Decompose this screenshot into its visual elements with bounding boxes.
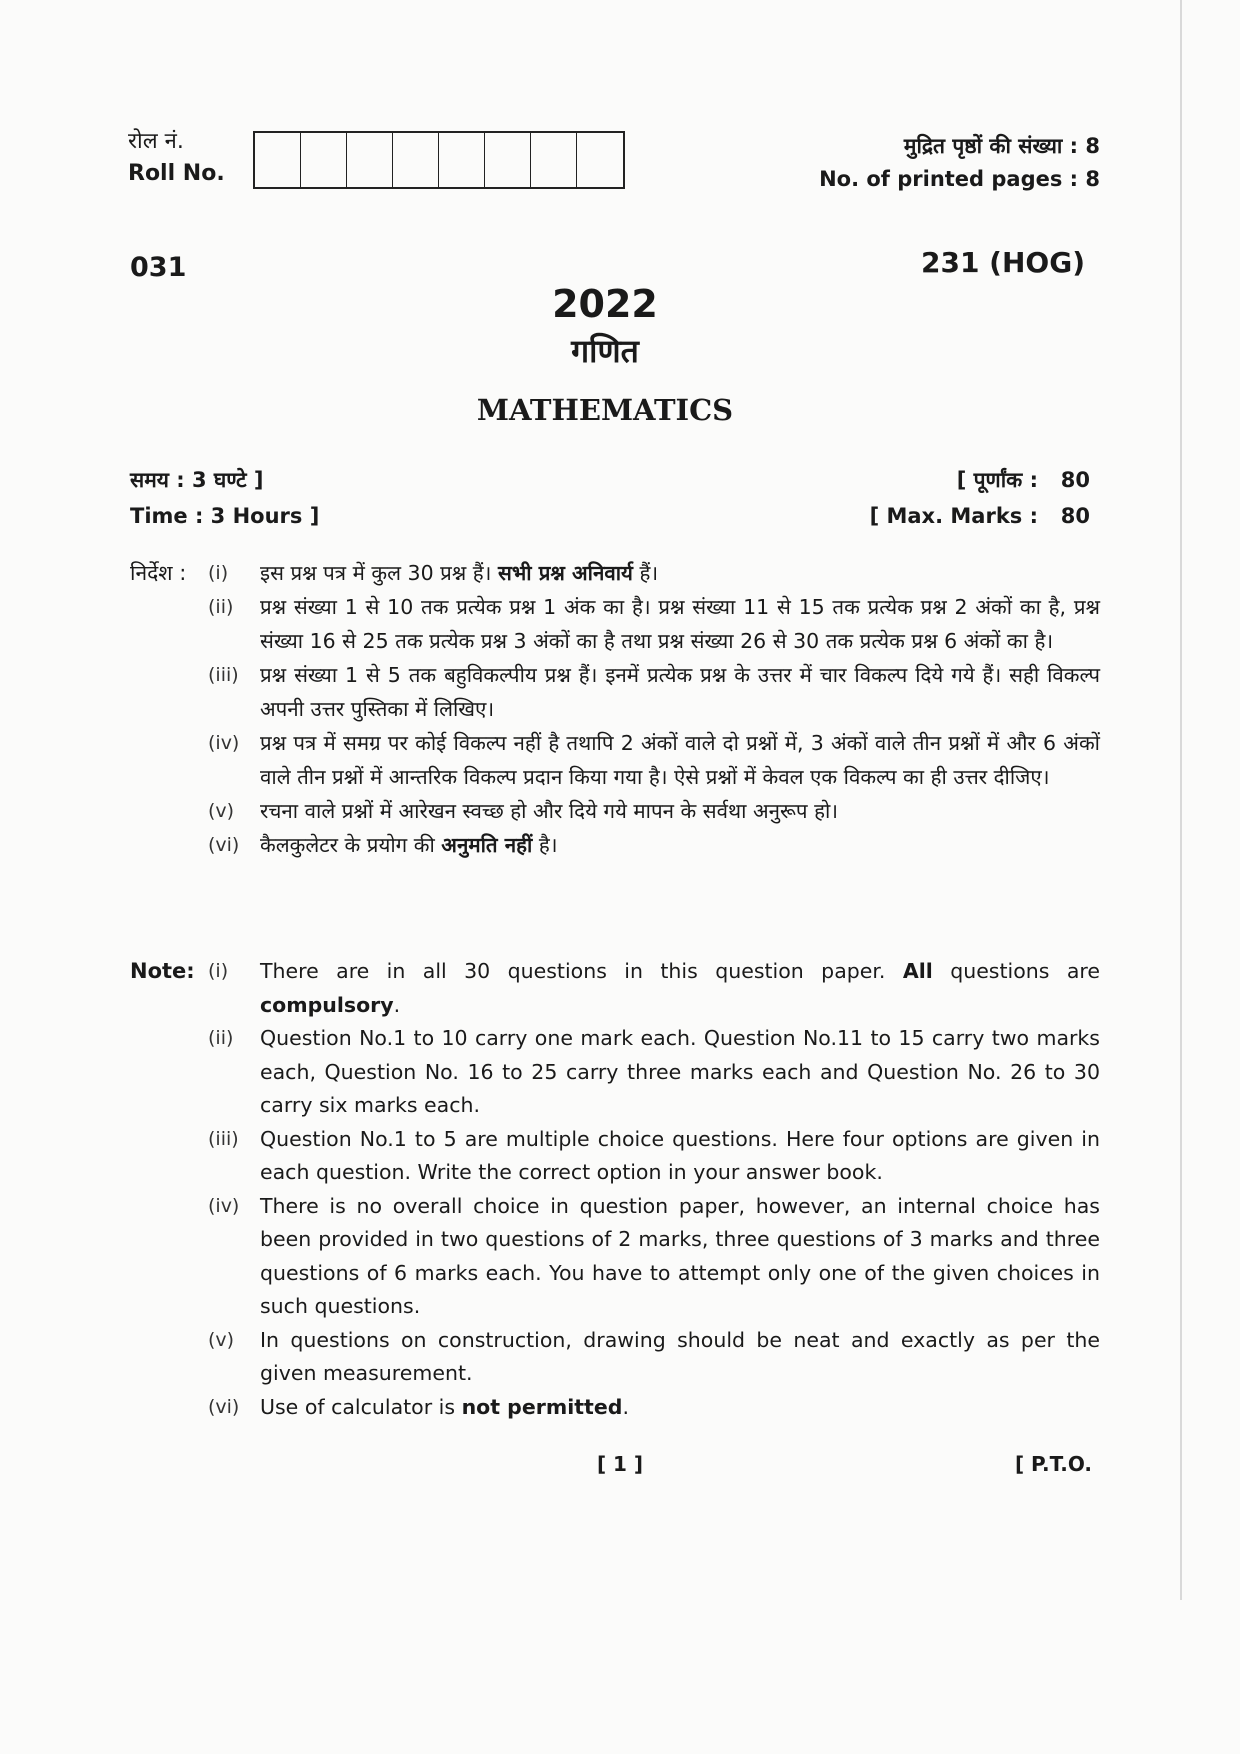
please-turn-over: [ P.T.O. <box>1014 1452 1092 1476</box>
roll-number-box[interactable] <box>485 133 531 187</box>
roll-number-box[interactable] <box>255 133 301 187</box>
instruction-text-part: प्रश्न संख्या 1 से 10 तक प्रत्येक प्रश्न 1 अंक का है। प्रश्न संख्या 11 से 15 तक प्रत्येक प्रश्न 2 अंकों का है, प्रश्न संख्या 16 से 25 तक प्रत्येक प्रश्न 3 अंकों का है तथा प्रश्न संख्या 26 से 30 तक प्रत्येक प्रश्न 6 अंकों का है। <box>260 595 1100 653</box>
en-instruction-text <box>260 955 1100 1022</box>
hi-instruction-lead <box>130 590 208 658</box>
en-instruction-text <box>260 1391 1100 1425</box>
hi-instruction-text <box>260 658 1100 726</box>
roll-number-box[interactable] <box>393 133 439 187</box>
instruction-text-part: questions are <box>932 959 1100 983</box>
en-instruction-number: (i) <box>208 960 229 982</box>
page-number: [ 1 ] <box>596 1452 644 1476</box>
printed-pages-info <box>819 130 1100 196</box>
instruction-text-bold: not permitted <box>461 1394 623 1419</box>
en-instruction-lead: Note: <box>130 959 195 983</box>
time-english: Time : 3 Hours ] <box>130 504 320 528</box>
en-instruction-number: (iii) <box>208 1127 239 1150</box>
en-instruction-item <box>130 1123 1100 1190</box>
instruction-text-bold: सभी प्रश्न अनिवार्य <box>497 561 633 585</box>
en-instruction-lead <box>130 1190 208 1324</box>
instruction-text-bold: अनुमति नहीं <box>441 833 533 857</box>
hi-instruction-lead <box>130 658 208 726</box>
en-instruction-text <box>260 1022 1100 1123</box>
roll-number-label <box>128 126 225 190</box>
printed-pages-english: No. of printed pages : 8 <box>819 167 1100 191</box>
instruction-text-part: . <box>622 1394 629 1419</box>
hi-instruction-number: (i) <box>208 562 229 584</box>
instructions-english <box>130 955 1100 1424</box>
roll-number-boxes[interactable] <box>253 131 625 189</box>
instruction-text-bold: compulsory <box>260 992 394 1017</box>
en-instruction-text <box>260 1190 1100 1324</box>
hi-instruction-number: (vi) <box>208 834 240 856</box>
roll-label-english: Roll No. <box>128 161 225 186</box>
hi-instruction-item <box>130 590 1100 658</box>
hi-instruction-item <box>130 794 1100 828</box>
subject-title-hindi: गणित <box>571 332 639 370</box>
en-instruction-lead <box>130 1022 208 1123</box>
hi-instruction-number: (v) <box>208 800 235 822</box>
roll-number-box[interactable] <box>531 133 577 187</box>
hi-instruction-text <box>260 828 1100 862</box>
instruction-text-part: There is no overall choice in question paper, however, an internal choice has been provided in two questions of 2 marks, three questions of 3 marks and three questions of 6 marks each. You have to attempt only one of the given choices in such questions. <box>260 1193 1100 1318</box>
hi-instruction-number: (ii) <box>208 596 234 618</box>
hi-instruction-text <box>260 590 1100 658</box>
hi-instruction-text <box>260 556 1100 590</box>
instruction-text-part: In questions on construction, drawing should be neat and exactly as per the given measurement. <box>260 1327 1100 1385</box>
instruction-text-part: है। <box>532 833 558 857</box>
en-instruction-lead <box>130 1391 208 1425</box>
instruction-text-part: इस प्रश्न पत्र में कुल 30 प्रश्न हैं। <box>260 561 498 585</box>
en-instruction-number: (ii) <box>208 1027 234 1049</box>
printed-pages-hindi: मुद्रित पृष्ठों की संख्या : 8 <box>903 134 1100 158</box>
en-instruction-item <box>130 1391 1100 1425</box>
marks-english <box>870 498 1090 534</box>
instruction-text-part: कैलकुलेटर के प्रयोग की <box>260 833 442 857</box>
roll-label-hindi: रोल नं. <box>128 129 184 154</box>
en-instruction-number: (v) <box>208 1328 235 1351</box>
en-instruction-item <box>130 1190 1100 1324</box>
hi-instruction-text <box>260 726 1100 794</box>
hi-instruction-lead <box>130 794 208 828</box>
hi-instruction-item <box>130 556 1100 590</box>
roll-number-box[interactable] <box>301 133 347 187</box>
roll-number-box[interactable] <box>439 133 485 187</box>
title-block <box>0 282 1240 432</box>
roll-number-box[interactable] <box>347 133 393 187</box>
en-instruction-lead <box>130 1123 208 1190</box>
instruction-text-part: प्रश्न पत्र में समग्र पर कोई विकल्प नहीं है तथापि 2 अंकों वाले दो प्रश्नों में, 3 अंकों वाले तीन प्रश्नों में और 6 अंकों वाले तीन प्रश्नों में आन्तरिक विकल्प प्रदान किया गया है। ऐसे प्रश्नों में केवल एक विकल्प का ही उत्तर दीजिए। <box>260 731 1100 789</box>
instruction-text-part: रचना वाले प्रश्नों में आरेखन स्वच्छ हो और दिये गये मापन के सर्वथा अनुरूप हो। <box>260 799 839 823</box>
hi-instruction-lead <box>130 828 208 862</box>
marks-english-label: [ Max. Marks : <box>869 504 1038 528</box>
hi-instruction-number: (iv) <box>208 732 240 754</box>
en-instruction-number: (vi) <box>208 1395 240 1418</box>
en-instruction-lead <box>130 1324 208 1391</box>
roll-number-box[interactable] <box>577 133 623 187</box>
hi-instruction-number: (iii) <box>208 664 239 686</box>
instruction-text-part: Use of calculator is <box>260 1394 462 1419</box>
subject-title-english: MATHEMATICS <box>476 393 734 427</box>
hi-instruction-text <box>260 794 1100 828</box>
instructions-hindi <box>130 556 1100 862</box>
instruction-text-part: प्रश्न संख्या 1 से 5 तक बहुविकल्पीय प्रश्न हैं। इनमें प्रत्येक प्रश्न के उत्तर में चार विकल्प दिये गये हैं। सही विकल्प अपनी उत्तर पुस्तिका में लिखिए। <box>260 663 1100 721</box>
hi-instruction-item <box>130 726 1100 794</box>
en-instruction-item <box>130 955 1100 1022</box>
max-marks-info <box>870 462 1090 534</box>
en-instruction-item <box>130 1324 1100 1391</box>
time-info <box>130 462 319 534</box>
instruction-text-part: Question No.1 to 5 are multiple choice questions. Here four options are given in each question. Write the correct option in your answer book. <box>260 1126 1100 1184</box>
hi-instruction-item <box>130 828 1100 862</box>
hi-instruction-lead <box>130 726 208 794</box>
time-hindi: समय : 3 घण्टे ] <box>130 468 264 492</box>
marks-hindi-value: 80 <box>1060 468 1090 492</box>
scan-edge-line <box>1180 0 1182 1600</box>
hi-instruction-item <box>130 658 1100 726</box>
exam-year: 2022 <box>552 282 658 326</box>
instruction-text-part: There are in all 30 questions in this question paper. <box>260 959 903 983</box>
instruction-text-part: Question No.1 to 10 carry one mark each. Question No.11 to 15 carry two marks each, Question No. 16 to 25 carry three marks each and Question No. 26 to 30 carry six marks each. <box>260 1026 1100 1117</box>
hi-instruction-lead: निर्देश : <box>130 561 187 585</box>
en-instruction-item <box>130 1022 1100 1123</box>
en-instruction-text <box>260 1123 1100 1190</box>
marks-english-value: 80 <box>1060 504 1090 528</box>
en-instruction-text <box>260 1324 1100 1391</box>
paper-code-left: 031 <box>130 252 187 283</box>
instruction-text-part: . <box>393 992 401 1017</box>
en-instruction-number: (iv) <box>208 1194 240 1217</box>
instruction-text-bold: All <box>902 959 933 983</box>
paper-code-right: 231 (HOG) <box>920 246 1085 279</box>
marks-hindi <box>870 462 1090 498</box>
instruction-text-part: हैं। <box>632 561 659 585</box>
marks-hindi-label: [ पूर्णांक : <box>956 468 1038 492</box>
